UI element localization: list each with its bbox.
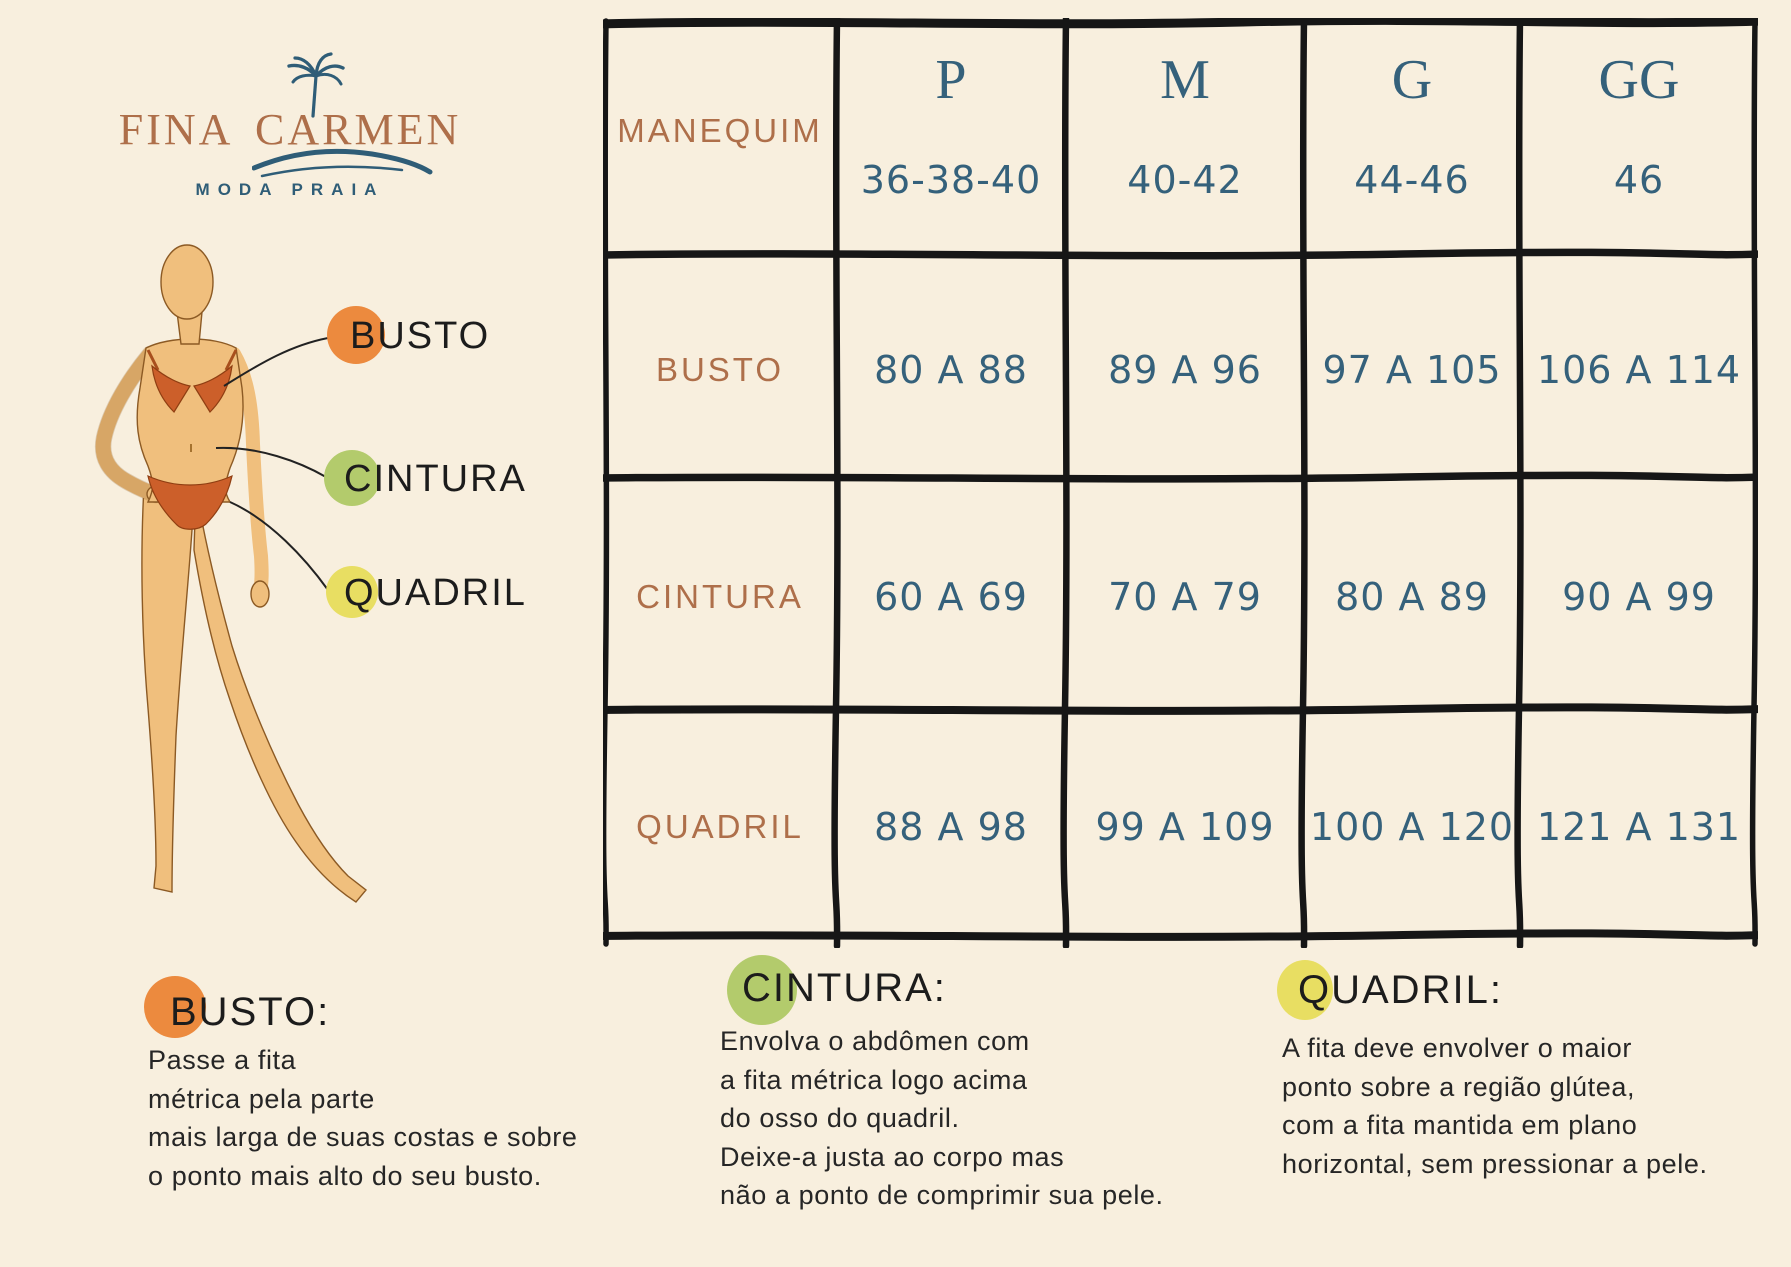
col-g-range: 44-46 (1354, 158, 1470, 202)
cintura-instruction-title: CINTURA: (742, 966, 947, 1010)
busto-instruction-text: Passe a fita métrica pela parte mais larga de suas costas e sobre o ponto mais alto do seu busto. (148, 1045, 578, 1191)
cell-quadril-g: 100 A 120 (1309, 805, 1515, 849)
cell-quadril-p: 88 A 98 (874, 805, 1028, 849)
quadril-instruction-title: QUADRIL: (1298, 968, 1503, 1012)
col-gg-range: 46 (1613, 158, 1665, 202)
diagram-label-busto (327, 306, 507, 366)
col-p-range: 36-38-40 (860, 158, 1042, 202)
row-quadril-label: QUADRIL (636, 808, 804, 845)
busto-instructions (144, 976, 624, 1236)
col-m-range: 40-42 (1127, 158, 1243, 202)
cell-quadril-gg: 121 A 131 (1536, 805, 1742, 849)
cell-busto-g: 97 A 105 (1322, 348, 1502, 392)
quadril-instruction-text: A fita deve envolver o maior ponto sobre a região glútea, com a fita mantida em plano horizontal, sem pressionar a pele. (1282, 1033, 1708, 1179)
diagram-label-cintura (324, 450, 534, 508)
col-g-letter: G (1391, 49, 1433, 111)
busto-label: BUSTO (350, 315, 491, 357)
cell-cintura-gg: 90 A 99 (1562, 575, 1716, 619)
cell-cintura-g: 80 A 89 (1335, 575, 1489, 619)
row-busto-label: BUSTO (655, 351, 785, 388)
quadril-instructions (1278, 958, 1778, 1218)
size-table (603, 18, 1758, 948)
cintura-instructions (720, 955, 1220, 1255)
brand-tagline: MODA PRAIA (195, 180, 385, 199)
busto-instruction-title: BUSTO: (170, 990, 331, 1034)
quadril-label: QUADRIL (344, 572, 527, 614)
cell-cintura-m: 70 A 79 (1108, 575, 1262, 619)
row-cintura-label: CINTURA (636, 578, 804, 615)
col-gg-letter: GG (1598, 49, 1680, 111)
cell-busto-p: 80 A 88 (874, 348, 1028, 392)
col-p-letter: P (935, 49, 967, 111)
table-corner-label: MANEQUIM (617, 112, 823, 149)
cell-quadril-m: 99 A 109 (1095, 805, 1275, 849)
diagram-label-quadril (326, 566, 526, 620)
cell-cintura-p: 60 A 69 (874, 575, 1028, 619)
cell-busto-gg: 106 A 114 (1536, 348, 1742, 392)
cintura-label: CINTURA (344, 458, 527, 500)
brand-name: FINA CARMEN (118, 105, 462, 154)
cintura-instruction-text: Envolva o abdômen com a fita métrica logo acima do osso do quadril. Deixe-a justa ao corpo mas não a ponto de comprimir sua pele. (720, 1026, 1164, 1210)
cell-busto-m: 89 A 96 (1108, 348, 1262, 392)
col-m-letter: M (1160, 49, 1210, 111)
